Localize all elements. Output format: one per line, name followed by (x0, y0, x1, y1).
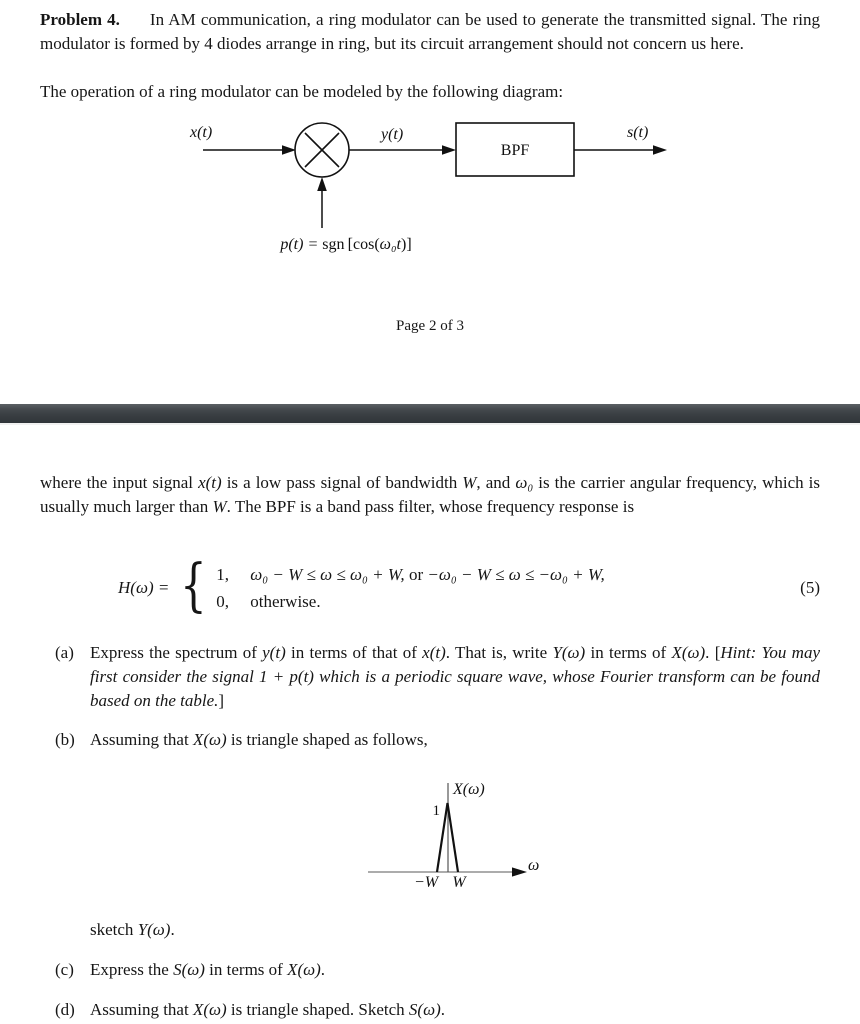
output-signal-label: s(t) (627, 124, 649, 141)
item-d-text: Assuming that X(ω) is triangle shaped. Sketch S(ω). (90, 1000, 445, 1019)
diagram-lead-in: The operation of a ring modulator can be modeled by the following diagram: (40, 82, 564, 101)
equation-lhs: H(ω) = (118, 578, 170, 597)
item-b: (b) Assuming that X(ω) is triangle shaped as follows, (55, 728, 820, 752)
input-arrowhead-icon (282, 145, 296, 155)
equation-case-row: 1, ω₀ − W ≤ ω ≤ ω₀ + W, or −ω₀ − W ≤ ω ≤ −ω₀ + W, (216, 565, 605, 584)
item-a: (a) Express the spectrum of y(t) in terms of that of x(t). That is, write Y(ω) in terms of X(ω). [Hint: You may first consider the signal 1 + p(t) which is a periodic square wave, whose Fourier transform can be found based on the table.] (55, 641, 820, 713)
equation-number: (5) (800, 578, 820, 597)
input-signal-label: x(t) (190, 124, 213, 141)
omega-axis-arrowhead-icon (512, 867, 527, 876)
item-b-text: Assuming that X(ω) is triangle shaped as follows, (90, 730, 428, 749)
intro-paragraph (40, 8, 820, 56)
item-c-text: Express the S(ω) in terms of X(ω). (90, 960, 326, 979)
peak-value-label: 1 (432, 803, 440, 819)
intro-text: In AM communication, a ring modulator can be used to generate the transmitted signal. The ring modulator is formed by 4 diodes arrange in ring, but its circuit arrangement should not concern us here. (40, 10, 820, 53)
item-a-text: Express the spectrum of y(t) in terms of that of x(t). That is, write Y(ω) in terms of X(ω). [Hint: You may first consider the signal 1 + p(t) which is a periodic square wave, whose Fourier transform can be found based on the table.] (90, 643, 820, 710)
page-number-footer: Page 2 of 3 (396, 318, 464, 334)
figure-y-axis-label: X(ω) (453, 781, 485, 798)
figure-x-axis-label: ω (528, 857, 540, 874)
item-d: (d) Assuming that X(ω) is triangle shaped. Sketch S(ω). (55, 998, 820, 1022)
carrier-signal-label: p(t) = sgn [cos(ω₀t)] (280, 236, 412, 253)
triangle-spectrum-figure (360, 775, 555, 893)
carrier-arrowhead-icon (317, 177, 327, 191)
sketch-instruction: sketch Y(ω). (90, 920, 175, 939)
equation-brace: { (180, 551, 208, 619)
bpf-block-label: BPF (500, 142, 530, 159)
equation-cases (216, 561, 605, 615)
product-signal-label: y(t) (381, 126, 404, 143)
output-arrowhead-icon (653, 145, 667, 155)
equation-case-row: 0, otherwise. (216, 592, 321, 611)
bpf-frequency-response-equation (40, 551, 820, 620)
item-c: (c) Express the S(ω) in terms of X(ω). (55, 958, 820, 982)
problem-label: Problem 4. (40, 10, 120, 29)
tick-label-negW: −W (413, 874, 439, 891)
page-divider-bar (0, 404, 860, 425)
ring-modulator-diagram (150, 110, 680, 265)
body-paragraph: where the input signal x(t) is a low pass signal of bandwidth W, and ω₀ is the carrier angular frequency, which is usually much larger than W. The BPF is a band pass filter, whose frequency response is (40, 473, 821, 516)
product-arrowhead-icon (442, 145, 456, 155)
tick-label-posW: W (452, 874, 466, 891)
